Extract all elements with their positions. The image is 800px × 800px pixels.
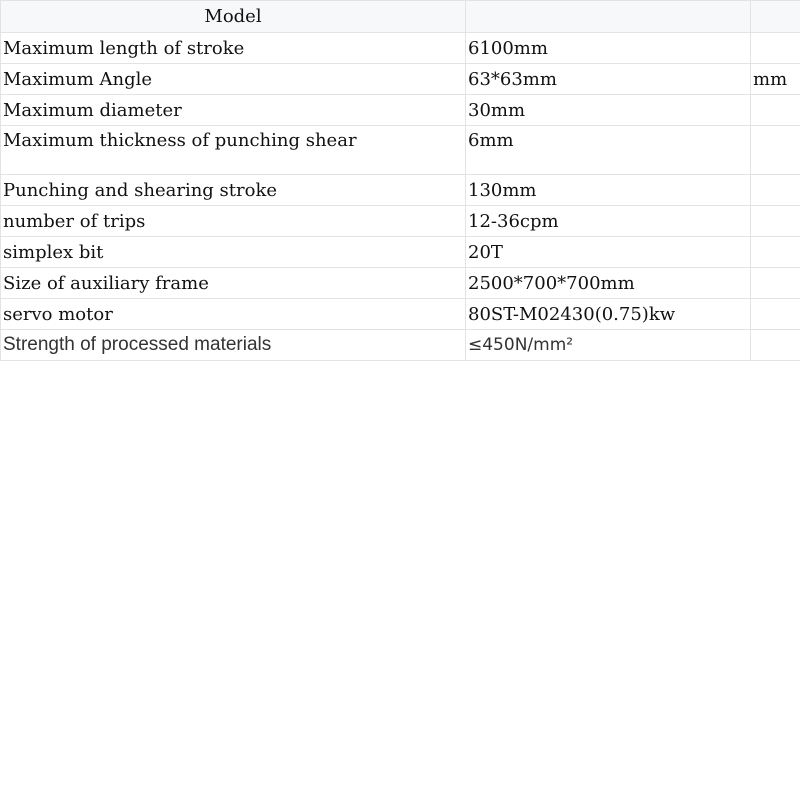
header-label-cell[interactable]: Model (1, 1, 466, 33)
row-label-cell[interactable]: number of trips (1, 206, 466, 237)
header-value-cell[interactable] (466, 1, 751, 33)
header-extra-cell[interactable] (751, 1, 800, 33)
row-value-cell[interactable]: 6mm (466, 126, 751, 175)
row-value-cell[interactable]: 6100mm (466, 33, 751, 64)
row-label-cell[interactable]: Maximum length of stroke (1, 33, 466, 64)
row-extra-cell[interactable] (751, 206, 800, 237)
row-extra-cell[interactable] (751, 126, 800, 175)
row-extra-cell[interactable] (751, 95, 800, 126)
row-extra-cell[interactable] (751, 299, 800, 330)
row-extra-cell[interactable]: mm (751, 64, 800, 95)
table-row (1, 330, 800, 361)
row-extra-cell[interactable] (751, 237, 800, 268)
row-label-cell[interactable]: Maximum diameter (1, 95, 466, 126)
row-label-cell[interactable]: Strength of processed materials (1, 330, 466, 361)
table-row (1, 206, 800, 237)
row-value-cell[interactable]: 63*63mm (466, 64, 751, 95)
row-extra-cell[interactable] (751, 175, 800, 206)
table-header-row (1, 1, 800, 33)
row-value-cell[interactable]: 12-36cpm (466, 206, 751, 237)
row-label-cell[interactable]: Maximum Angle (1, 64, 466, 95)
row-extra-cell[interactable] (751, 268, 800, 299)
row-label-cell[interactable]: simplex bit (1, 237, 466, 268)
spec-table (0, 0, 800, 361)
table-row (1, 237, 800, 268)
row-value-cell[interactable]: 2500*700*700mm (466, 268, 751, 299)
row-value-cell[interactable]: 30mm (466, 95, 751, 126)
row-label-cell[interactable]: Size of auxiliary frame (1, 268, 466, 299)
row-label-cell[interactable]: servo motor (1, 299, 466, 330)
row-value-cell[interactable]: 130mm (466, 175, 751, 206)
row-extra-cell[interactable] (751, 330, 800, 361)
row-extra-cell[interactable] (751, 33, 800, 64)
row-value-cell[interactable]: 20T (466, 237, 751, 268)
table-row (1, 126, 800, 175)
table-row (1, 268, 800, 299)
row-label-cell[interactable]: Maximum thickness of punching shear (1, 126, 466, 175)
table-row (1, 95, 800, 126)
table-row (1, 33, 800, 64)
row-value-cell[interactable]: ≤450N/mm² (466, 330, 751, 361)
row-value-cell[interactable]: 80ST-M02430(0.75)kw (466, 299, 751, 330)
table-row (1, 175, 800, 206)
row-label-cell[interactable]: Punching and shearing stroke (1, 175, 466, 206)
table-row (1, 64, 800, 95)
table-row (1, 299, 800, 330)
